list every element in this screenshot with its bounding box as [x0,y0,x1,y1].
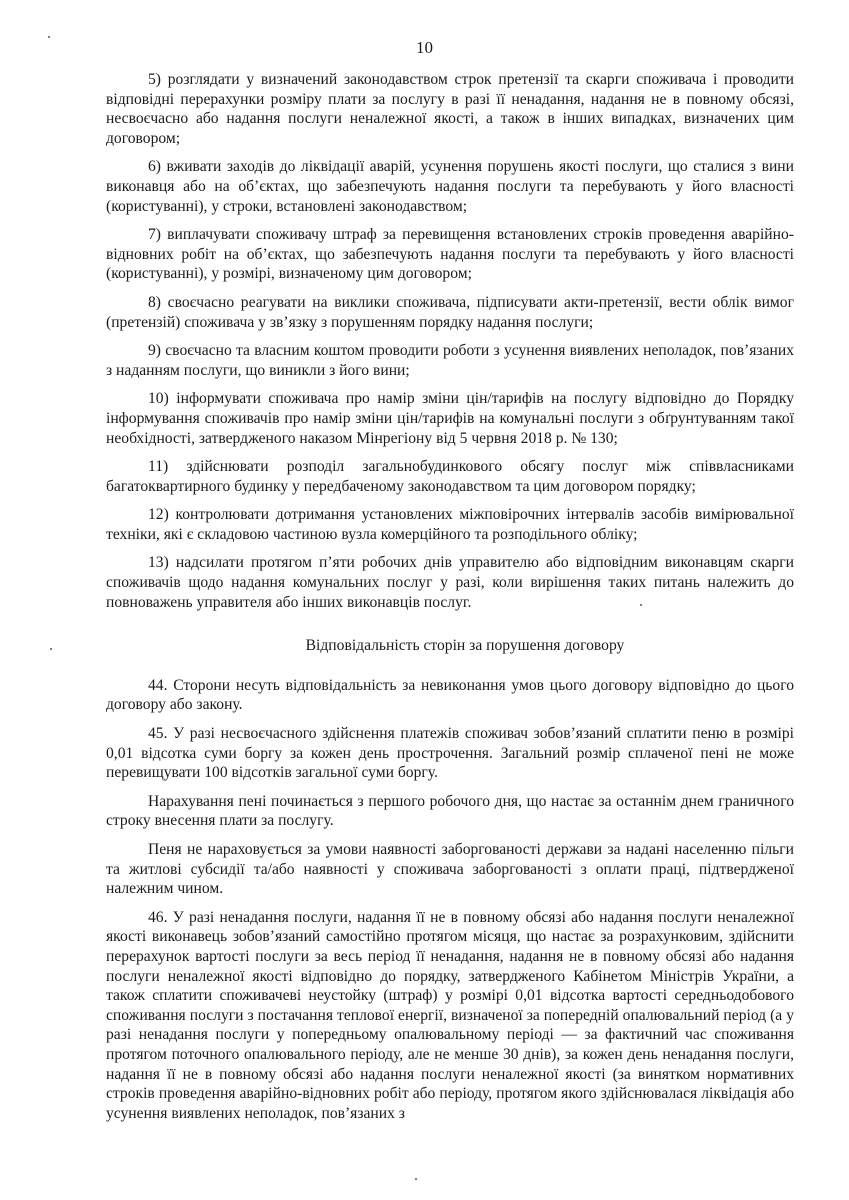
list-item: 10) інформувати споживача про намір зміни цін/тарифів на послугу відповідно до Порядку інформування споживачів про намір зміни цін/тарифів на комунальні послуги з обґрунтуванням такої необхідності, затвердженого наказом Мінрегіону від 5 червня 2018 р. № 130; [106,390,794,447]
clause-46: 46. У разі ненадання послуги, надання її не в повному обсязі або надання послуги неналежної якості виконавець зобов’язаний самостійно протягом місяця, що настає за розрахунковим, здійснити перерахунок вартості послуги за весь період її ненадання, надання не в повному обсязі або надання послуги неналежної якості відповідно до порядку, затвердженого Кабінетом Міністрів України, а також сплатити споживачеві неустойку (штраф) у розмірі 0,01 відсотка вартості середньодобового споживання послуги з постачання теплової енергії, визначеної за попередній опалювальний період (а у разі ненадання послуги у попередньому опалювальному періоді — за фактичний час споживання протягом поточного опалювального періоду, але не менше 30 днів), за кожен день ненадання послуги, надання її не в повному обсязі або надання послуги неналежної якості (за винятком нормативних строків проведення аварійно-відновних робіт або періоду, протягом якого здійснювалася ліквідація або усунення виявлених неполадок, пов’язаних з [106,908,794,1122]
list-item: 13) надсилати протягом п’яти робочих днів управителю або відповідним виконавцям скарги споживачів щодо надання комунальних послуг у разі, коли вирішення таких питань належить до повноважень управителя або інших виконавців послуг. [106,554,794,611]
list-item: 8) своєчасно реагувати на виклики споживача, підписувати акти-претензії, вести облік вимог (претензій) споживача у зв’язку з порушенням порядку надання послуги; [106,293,794,331]
list-item: 5) розглядати у визначений законодавством строк претензії та скарги споживача і проводити відповідні перерахунки розміру плати за послугу в разі її ненадання, надання не в повному обсязі, несвоєчасно або надання послуги неналежної якості, а також в інших випадках, визначених цим договором; [106,71,794,147]
scan-speck [415,1178,417,1180]
penalty-exemption-paragraph: Пеня не нараховується за умови наявності заборгованості держави за надані населенню пільги та житлові субсидії та/або наявності у споживача заборгованості з оплати праці, підтвердженої належним чином. [106,841,794,898]
scan-speck [50,648,52,650]
list-item: 11) здійснювати розподіл загальнобудинкового обсягу послуг між співвласниками багатоквартирного будинку у передбаченому законодавством та цим договором порядку; [106,458,794,495]
list-item: 6) вживати заходів до ліквідації аварій, усунення порушень якості послуги, що сталися з вини виконавця або на об’єктах, що забезпечують надання послуги та перебувають у його власності (користуванні), у строки, встановлені законодавством; [106,158,794,215]
scan-speck [640,604,642,606]
clause-45: 45. У разі несвоєчасного здійснення платежів споживач зобов’язаний сплатити пеню в розмірі 0,01 відсотка суми боргу за кожен день прострочення. Загальний розмір сплаченої пені не може перевищувати 100 відсотків загальної суми боргу. [106,725,794,782]
penalty-accrual-paragraph: Нарахування пені починається з першого робочого дня, що настає за останнім днем граничного строку внесення плати за послугу. [106,792,794,830]
scan-speck [48,36,50,38]
list-item: 7) виплачувати споживачу штраф за перевищення встановлених строків проведення аварійно-відновних робіт на об’єктах, що забезпечують надання послуги та перебувають у його власності (користуванні), у розмірі, визначеному цим договором; [106,226,794,283]
document-body [106,70,794,1132]
list-item: 9) своєчасно та власним коштом проводити роботи з усунення виявлених неполадок, пов’язаних з наданням послуги, що виникли з його вини; [106,342,794,379]
clause-44: 44. Сторони несуть відповідальність за невиконання умов цього договору відповідно до цього договору або закону. [106,676,794,714]
list-item: 12) контролювати дотримання установлених міжповірочних інтервалів засобів вимірювальної техніки, які є складовою частиною вузла комерційного та розподільного обліку; [106,506,794,543]
page-number: 10 [416,38,433,57]
section-heading: Відповідальність сторін за порушення договору [305,637,625,655]
